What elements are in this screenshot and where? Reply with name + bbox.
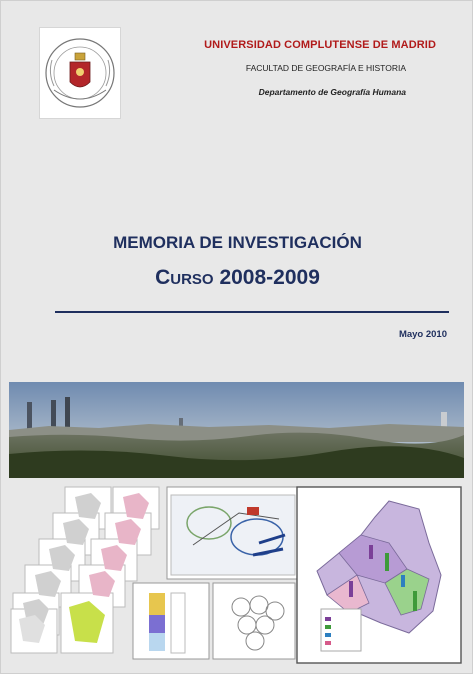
collage-graphic [9,483,464,665]
document-title: MEMORIA DE INVESTIGACIÓN [113,233,362,252]
title-divider [55,311,449,313]
faculty-name: FACULTAD DE GEOGRAFÍA E HISTORIA [245,63,406,73]
skyline-graphic [9,382,464,478]
course-title [1,266,473,290]
madrid-skyline-photo [9,382,464,478]
course-word-rest: URSO [170,271,214,288]
publication-date: Mayo 2010 [398,329,447,340]
course-years: 2008-2009 [219,266,320,289]
travel-reasons-table [133,583,209,659]
university-name: UNIVERSIDAD COMPLUTENSE DE MADRID [204,39,436,51]
geographic-scales-diagram [167,487,299,579]
madrid-region-map [297,487,461,663]
university-seal-logo [39,27,121,119]
course-initial: C [155,266,171,289]
department-name: Departamento de Geografía Humana [258,87,406,97]
seal-graphic [40,28,120,118]
research-figures-collage [9,483,464,665]
district-cluster-figure [213,583,295,659]
